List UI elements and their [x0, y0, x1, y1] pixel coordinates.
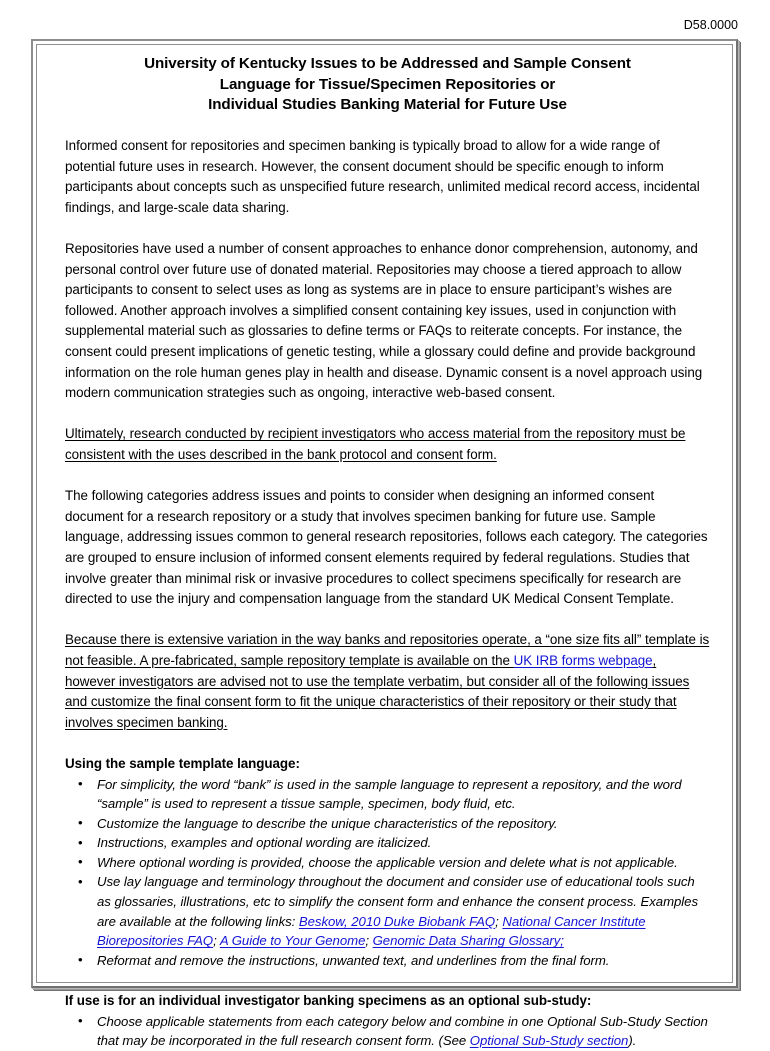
nci-biorepositories-faq-link[interactable]: National Cancer Institute Biorepositories FAQ — [97, 913, 646, 949]
spacer — [65, 610, 710, 631]
list-item: • For simplicity, the word “bank” is used in the sample language to represent a repository, and the word “sample” is used to represent a tissue sample, specimen, body fluid, etc. — [65, 775, 710, 814]
section-heading-optional-substudy: If use is for an individual investigator banking specimens as an optional sub-study: — [65, 993, 592, 1009]
spacer — [65, 218, 710, 239]
page-content — [33, 41, 740, 1049]
list-item-lead-text: Use lay language and terminology throughout the document and consider use of educational tools such as glossaries, illustrations, etc to simplify the consent form and enhance the consent process. Examples are available at the following links: — [97, 874, 698, 929]
list-item: • Customize the language to describe the unique characteristics of the repository. — [65, 814, 710, 834]
link-separator: ; — [365, 933, 373, 949]
paragraph-categories: The following categories address issues and points to consider when designing an informed consent document for a research repository or a study that involves specimen banking for future use. Sample language, addressing issues common to general research repositories, follows each category. The categories are grouped to ensure inclusion of informed consent elements required by federal regulations. Studies that involve greater than minimal risk or invasive procedures to collect specimens specifically for research are directed to use the injury and compensation language from the standard UK Medical Consent Template. — [65, 488, 708, 607]
spacer — [65, 116, 710, 137]
spacer — [65, 466, 710, 487]
document-number: D58.0000 — [683, 18, 738, 32]
page-frame — [31, 39, 738, 1049]
document-header — [0, 18, 738, 32]
paragraph-ultimately-underlined: Ultimately, research conducted by recipient investigators who access material from the repository must be consistent with the uses described in the bank protocol and consent form. — [65, 426, 686, 462]
guide-to-your-genome-link[interactable]: A Guide to Your Genome — [219, 933, 366, 949]
optional-sub-study-section-link[interactable]: Optional Sub-Study section — [469, 1033, 629, 1049]
page-title-line-1: University of Kentucky Issues to be Addressed and Sample Consent — [144, 55, 631, 72]
genomic-data-sharing-glossary-link[interactable]: Genomic Data Sharing Glossary; — [372, 933, 564, 949]
link-separator: ; — [495, 913, 503, 929]
list-item-with-links — [65, 872, 710, 950]
beskow-duke-biobank-faq-link[interactable]: Beskow, 2010 Duke Biobank FAQ — [298, 913, 496, 929]
list-item: • Instructions, examples and optional wording are italicized. — [65, 833, 710, 853]
list-item-lead-text: Choose applicable statements from each category below and combine in one Optional Sub-Study Section that may be incorporated in the full research consent form. (See — [97, 1013, 708, 1049]
page-title-line-2: Language for Tissue/Specimen Repositories or — [219, 75, 556, 93]
uk-irb-forms-webpage-link[interactable]: UK IRB forms webpage — [513, 652, 653, 668]
paragraph-intro: Informed consent for repositories and specimen banking is typically broad to allow for a wide range of potential future uses in research. However, the consent document should be specific enough to inform participants about concepts such as unspecified future research, unlimited medical record access, incidental findings, and large-scale data sharing. — [65, 138, 700, 215]
page-title — [65, 54, 710, 116]
list-item: • Where optional wording is provided, choose the applicable version and delete what is not applicable. — [65, 853, 710, 873]
text-column — [65, 54, 710, 1051]
paragraph-variation-underlined — [65, 630, 710, 733]
paragraph-variation-text-after: , however investigators are advised not to use the template verbatim, but consider all of the following issues and customize the final consent form to fit the unique characteristics of their repository or their study that involves specimen banking. — [65, 652, 690, 730]
paragraph-consent-approaches: Repositories have used a number of consent approaches to enhance donor comprehension, autonomy, and personal control over future use of donated material. Repositories may choose a tiered approach to allow participants to consent to select uses as long as systems are in place to ensure participant’s wishes are followed. Another approach involves a simplified consent containing key issues, used in conjunction with supplemental material such as glossaries to define terms or FAQs to reiterate concepts. For instance, the consent could present implications of genetic testing, while a glossary could define and provide background information on the role human genes play in health and disease. Dynamic consent is a novel approach using modern communication strategies such as ongoing, interactive web-based consent. — [65, 241, 703, 401]
paragraph-variation-text-before: Because there is extensive variation in the way banks and repositories operate, a “one size fits all” template is not feasible. A pre-fabricated, sample repository template is available on the — [65, 632, 710, 668]
list-item: • Reformat and remove the instructions, unwanted text, and underlines from the final form. — [65, 951, 710, 971]
spacer — [65, 733, 710, 754]
template-guidance-bullet-list — [65, 775, 710, 971]
spacer — [65, 970, 710, 991]
page-title-line-3: Individual Studies Banking Material for Future Use — [208, 96, 567, 113]
list-item-with-links — [65, 1012, 710, 1051]
link-separator: ; — [213, 933, 220, 949]
substudy-bullet-list — [65, 1012, 710, 1051]
spacer — [65, 404, 710, 425]
list-item-tail-text: ). — [628, 1033, 637, 1049]
section-heading-using-template: Using the sample template language: — [65, 755, 300, 771]
